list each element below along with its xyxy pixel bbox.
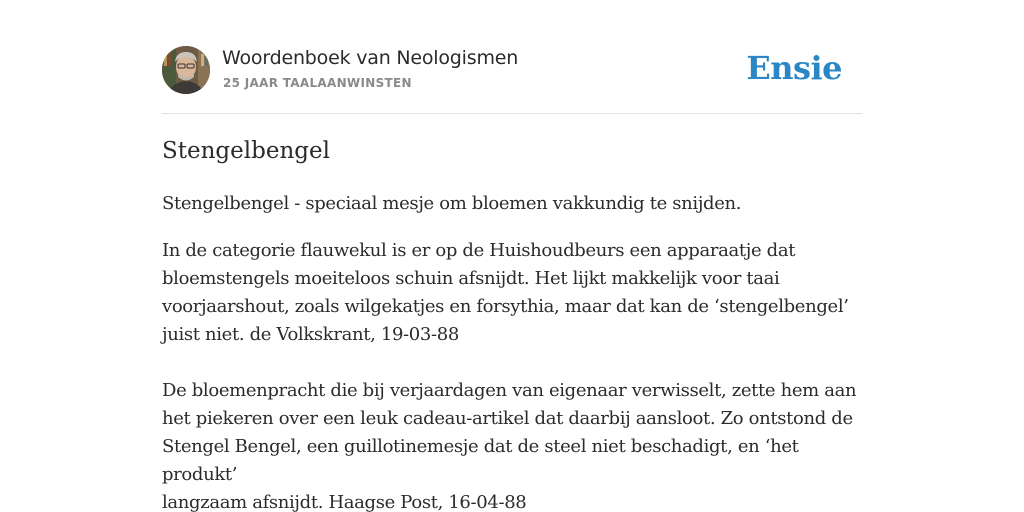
quote-line: voorjaarshout, zoals wilgekatjes en forsythia, maar dat kan de ‘stengelbengel’: [162, 296, 849, 317]
quote-line: In de categorie flauwekul is er op de Huishoudbeurs een apparaatje dat: [162, 240, 796, 261]
entry-title: Stengelbengel: [162, 138, 330, 164]
quote-paragraph: [162, 377, 867, 512]
quote-line: juist niet. de Volkskrant, 19-03-88: [162, 324, 459, 345]
source-header: [162, 46, 862, 96]
author-avatar[interactable]: [162, 46, 210, 94]
quote-line: langzaam afsnijdt. Haagse Post, 16-04-88: [162, 492, 527, 512]
source-title[interactable]: Woordenboek van Neologismen: [222, 47, 519, 69]
quote-line: De bloemenpracht die bij verjaardagen van eigenaar verwisselt, zette hem aan: [162, 380, 857, 401]
quote-line: het piekeren over een leuk cadeau-artikel dat daarbij aansloot. Zo ontstond de: [162, 408, 853, 429]
brand-logo[interactable]: Ensie: [746, 49, 842, 87]
header-divider: [162, 113, 862, 114]
quote-paragraph: [162, 237, 867, 349]
source-subtitle: 25 JAAR TAALAANWINSTEN: [223, 76, 412, 90]
quote-line: Stengel Bengel, een guillotinemesje dat de steel niet beschadigt, en ‘het produkt’: [162, 436, 799, 485]
entry-definition: Stengelbengel - speciaal mesje om bloemen vakkundig te snijden.: [162, 193, 742, 214]
avatar-portrait-icon: [162, 46, 210, 94]
quote-line: bloemstengels moeiteloos schuin afsnijdt. Het lijkt makkelijk voor taai: [162, 268, 780, 289]
